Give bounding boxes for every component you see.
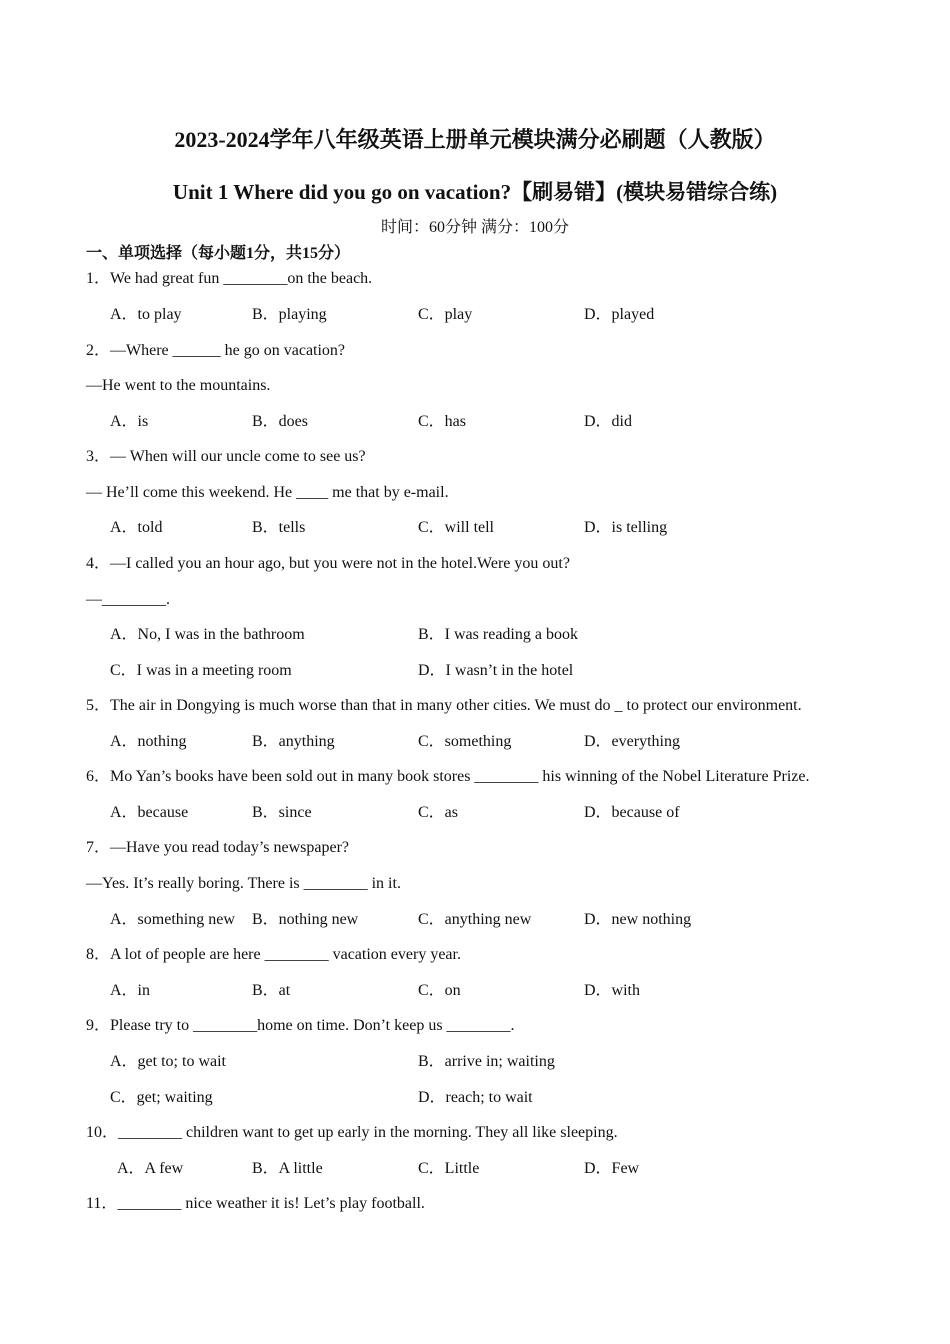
section-heading: 一、单项选择（每小题1分，共15分） [86, 245, 351, 262]
question-7-option-c: C．anything new [418, 911, 532, 928]
question-5-stem: 5．The air in Dongying is much worse than that in many other cities. We must do _ to protect our environment. [86, 697, 802, 714]
question-1-option-d: D．played [584, 306, 655, 323]
question-2-option-c: C．has [418, 413, 467, 430]
question-4-stem-line2: —________. [86, 591, 170, 608]
question-3-option-c: C．will tell [418, 519, 495, 536]
question-10-option-c: C．Little [418, 1160, 480, 1177]
question-10-option-a: A．A few [117, 1160, 184, 1177]
question-10-option-b: B．A little [252, 1160, 323, 1177]
question-4-option-a: A．No, I was in the bathroom [110, 626, 305, 643]
question-4-stem: 4．—I called you an hour ago, but you were not in the hotel.Were you out? [86, 555, 570, 572]
question-2-option-b: B．does [252, 413, 309, 430]
question-4-option-b: B．I was reading a book [418, 626, 578, 643]
question-7-option-b: B．nothing new [252, 911, 359, 928]
question-5-option-a: A．nothing [110, 733, 187, 750]
question-5-option-d: D．everything [584, 733, 680, 750]
question-11-stem: 11．________ nice weather it is! Let’s play football. [86, 1195, 425, 1212]
question-8-option-d: D．with [584, 982, 641, 999]
question-1-stem: 1．We had great fun ________on the beach. [86, 270, 373, 287]
question-5-option-c: C．something [418, 733, 512, 750]
question-6-option-c: C．as [418, 804, 459, 821]
question-2-stem: 2．—Where ______ he go on vacation? [86, 342, 346, 359]
question-2-stem-line2: —He went to the mountains. [86, 377, 271, 394]
page-title: 2023-2024学年八年级英语上册单元模块满分必刷题（人教版） [174, 127, 776, 152]
question-9-stem: 9．Please try to ________home on time. Don’t keep us ________. [86, 1017, 515, 1034]
question-5-option-b: B．anything [252, 733, 335, 750]
exam-meta: 时间：60分钟 满分：100分 [380, 219, 569, 236]
question-6-option-a: A．because [110, 804, 189, 821]
question-7-stem-line2: —Yes. It’s really boring. There is ________ in it. [86, 875, 401, 892]
question-9-option-b: B．arrive in; waiting [418, 1053, 555, 1070]
page-subtitle: Unit 1 Where did you go on vacation?【刷易错】(模块易错综合练) [172, 180, 778, 204]
question-7-option-d: D．new nothing [584, 911, 692, 928]
question-8-option-b: B．at [252, 982, 291, 999]
question-9-option-d: D．reach; to wait [418, 1089, 533, 1106]
question-3-stem: 3．— When will our uncle come to see us? [86, 448, 366, 465]
question-1-option-b: B．playing [252, 306, 327, 323]
question-6-stem: 6．Mo Yan’s books have been sold out in many book stores ________ his winning of the Nobel Literature Prize. [86, 768, 810, 785]
question-7-option-a: A．something new [110, 911, 235, 928]
question-3-option-d: D．is telling [584, 519, 668, 536]
question-9-option-c: C．get; waiting [110, 1089, 213, 1106]
question-3-stem-line2: — He’ll come this weekend. He ____ me that by e-mail. [86, 484, 449, 501]
question-8-stem: 8．A lot of people are here ________ vacation every year. [86, 946, 461, 963]
question-10-option-d: D．Few [584, 1160, 640, 1177]
question-6-option-d: D．because of [584, 804, 680, 821]
question-2-option-d: D．did [584, 413, 633, 430]
question-6-option-b: B．since [252, 804, 312, 821]
question-8-option-c: C．on [418, 982, 461, 999]
question-4-option-c: C．I was in a meeting room [110, 662, 292, 679]
question-4-option-d: D．I wasn’t in the hotel [418, 662, 574, 679]
question-7-stem: 7．—Have you read today’s newspaper? [86, 839, 350, 856]
question-1-option-c: C．play [418, 306, 473, 323]
question-2-option-a: A．is [110, 413, 149, 430]
question-10-stem: 10．________ children want to get up early in the morning. They all like sleeping. [86, 1124, 618, 1141]
question-1-option-a: A．to play [110, 306, 182, 323]
question-9-option-a: A．get to; to wait [110, 1053, 226, 1070]
question-8-option-a: A．in [110, 982, 151, 999]
question-3-option-b: B．tells [252, 519, 306, 536]
question-3-option-a: A．told [110, 519, 163, 536]
